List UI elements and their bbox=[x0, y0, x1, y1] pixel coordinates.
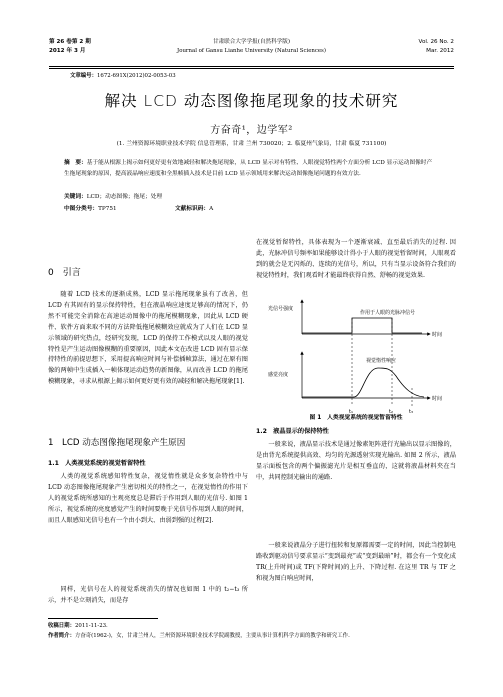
tick-t1: t₁ bbox=[349, 409, 353, 415]
header-rule-thin bbox=[49, 68, 454, 69]
received-label: 收稿日期： bbox=[48, 623, 75, 629]
figure-label-response: 视觉惰性响应 bbox=[366, 358, 397, 364]
figure-label-brightness: 感觉亮度 bbox=[268, 372, 289, 378]
section-1-heading: 1 LCD 动态图像拖尾现象产生原因 bbox=[48, 438, 186, 448]
abstract bbox=[64, 158, 433, 180]
running-header bbox=[49, 38, 454, 66]
header-volume: 第 26 卷第 2 期 bbox=[49, 39, 91, 45]
author-affiliation: (1. 兰州资源环境职业技术学院 信息管理系，甘肃 兰州 730020；2. 临夏州气象局，甘肃 临夏 731100) bbox=[116, 141, 387, 147]
doc-code-value: A bbox=[209, 206, 214, 212]
author-bio bbox=[48, 631, 455, 641]
figure-label-light: 光信号强度 bbox=[268, 306, 294, 312]
section-1-2-paragraph-1: 一般来说，液晶显示技术是通过像素矩阵进行光输出以显示图像的，是由背光系统提供高效、均匀的光源透射实现光输出. 如图 2 所示，液晶显示面板包含的两个偏振滤光片是相互垂直的，这就将液晶材料夹在当中，共同控制光输出的通路. bbox=[256, 441, 456, 481]
keywords-label: 关键词： bbox=[64, 194, 87, 200]
clc-label: 中图分类号： bbox=[64, 206, 99, 212]
section-1-2-paragraph-2: 一般来说液晶分子进行扭转和复原都需要一定的时间，因此当控制电路收到驱动信号要求显示“变到最亮”或“变到最暗”时，都会有一个变化成 TR(上升时间)或 TF(下降时间)的上升、下降过程. 在这里 TR 与 TF 之和视为图白响应时间， bbox=[256, 542, 456, 582]
figure-label-time-lower: 时间 bbox=[432, 396, 443, 402]
footnote-rule bbox=[48, 618, 158, 619]
tick-t2: t₂ bbox=[389, 409, 393, 415]
tick-t3: t₃ bbox=[409, 409, 413, 415]
paper-authors: 方奋奇¹，边学军² bbox=[210, 125, 293, 136]
clc-value: TP751 bbox=[98, 206, 117, 212]
header-date: 2012 年 3 月 bbox=[49, 48, 86, 54]
article-number-label: 文章编号： bbox=[70, 73, 97, 79]
abstract-label: 摘 要： bbox=[64, 160, 87, 166]
bio-text: 方奋奇(1962-)，女，甘肃兰州人，兰州资源环境职业技术学院副教授，主要从事计算机科学方面的教学和研究工作. bbox=[74, 633, 350, 639]
stimulus-pulse bbox=[302, 318, 422, 333]
doc-code-label: 文献标识码： bbox=[175, 206, 210, 212]
bio-label: 作者简介： bbox=[48, 633, 75, 639]
section-1-1-paragraph-2: 同样，光信号在人的视觉系统消失的情况也如图 1 中的 t₂−t₃ 所示，并不是立刻消失，而是存 bbox=[48, 586, 248, 604]
header-date-en: Mar. 2012 bbox=[426, 48, 454, 54]
article-number bbox=[70, 71, 176, 79]
section-1-2-heading: 1.2 液晶显示的保持特性 bbox=[256, 428, 329, 435]
article-number-value: 1672-691X(2012)02-0053-03 bbox=[96, 73, 176, 79]
header-volume-en: Vol. 26 No. 2 bbox=[418, 39, 454, 45]
figure-1 bbox=[262, 296, 452, 416]
header-journal-cn: 甘肃联合大学学报(自然科学版) bbox=[212, 39, 291, 45]
intro-paragraph: 随着 LCD 技术的逐渐成熟，LCD 显示拖尾现象虽有了改善，但 LCD 有其固有的显示保持特性，但在液晶响应速度足够高的情况下，仍然不可能完全消除在高速运动图像中的拖尾模糊现象，因此从 LCD 硬件、软件方面来取不同的方法降低拖尾模糊效应就成为了人们在 LCD 显示领域的研究热点，经研究发现，LCD 的保持工作模式以及人眼的视觉特性是产生运动图像模糊的重要原因，因此本文在改进 LCD 固有显示保持特性的前提思想下，采用提高响应时间与补偿插帧算法，通过在原有图像的两帧中生成插入一帧体现运动趋势的新图像，从而改善 LCD 的拖尾模糊现象，寻求从根源上揭示如何更好更有效的减轻和解决拖尾现象[1]. bbox=[48, 291, 248, 386]
keywords-text: LCD；动态图像；拖尾；处理 bbox=[86, 194, 163, 200]
section-0-heading: 0 引言 bbox=[48, 268, 81, 278]
header-rule bbox=[49, 66, 454, 67]
received-date bbox=[48, 621, 455, 631]
right-column-paragraph-1: 在视觉暂留特性，具体表现为一个逐渐衰减、直至最后消失的过程. 因此，光脉冲信号频率如果能够设计得小于人眼的视觉暂留时间，人眼观看到的就会是无闪烁的、连续的光信号，所以，只有当显示设备符合我们的视觉特性时，我们观看时才能最终获得自然、舒畅的视觉效果. bbox=[256, 239, 456, 279]
classification bbox=[64, 203, 433, 212]
footnote bbox=[48, 621, 455, 641]
figure-1-caption: 图 1 人类视觉系统的视觉暂留特性 bbox=[309, 415, 403, 421]
paper-title: 解决 LCD 动态图像拖尾现象的技术研究 bbox=[104, 92, 399, 110]
header-journal-en: Journal of Gansu Lianhe University (Natural Sciences) bbox=[177, 48, 326, 54]
section-1-1-heading: 1.1 人类视觉系统的视觉暂留特性 bbox=[48, 460, 146, 467]
header-center bbox=[49, 38, 454, 56]
abstract-text: 基于能从根源上揭示如何更好更有效地减轻和解决拖尾现象，从 LCD 显示对有特性、人眼视觉特性两个方面分析 LCD 显示运动图像时产生拖尾现象的原因，提高液晶响应速度和全黑帧插入技术是目前 LCD 显示领域用来解决运动图像拖尾问题的有效方法. bbox=[64, 160, 433, 177]
doc-code bbox=[175, 203, 213, 212]
section-1-1-paragraph-1: 人类的视觉系统感知特性复杂，视觉惰性就是众多复杂特性中与 LCD 动态图像拖尾现象产生密切相关的特性之一，在视觉惰性的作用下人的视觉系统所感知的主观亮度总是滞后于作用到人眼的光信号. 如图 1 所示，视觉系统的亮度感觉产生的时间要晚于光信号作用到人眼的时间，而且人眼感知光信号也有一个由小到大、由弱到强的过程[2]. bbox=[48, 473, 248, 524]
received-value: 2011-11-23. bbox=[74, 623, 108, 629]
figure-label-time-upper: 时间 bbox=[432, 332, 443, 338]
keywords bbox=[64, 191, 433, 200]
figure-label-stimulus: 作用于人眼的光脉冲信号 bbox=[360, 310, 416, 316]
header-right bbox=[419, 38, 454, 56]
response-curve bbox=[302, 368, 424, 397]
